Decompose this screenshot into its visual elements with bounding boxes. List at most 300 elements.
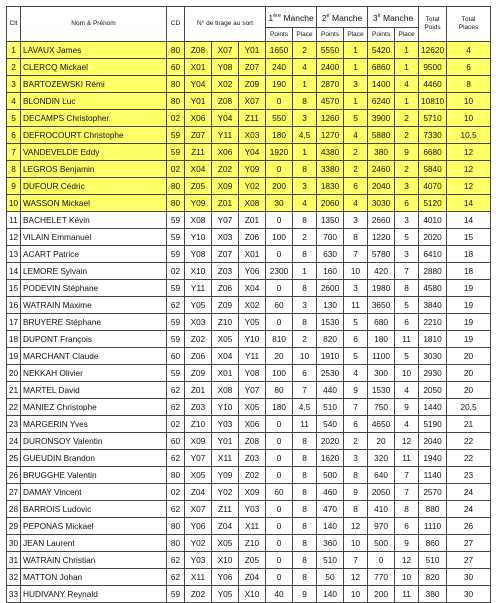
cell-draw-1: Y10 <box>185 229 212 246</box>
cell-rank: 15 <box>7 280 21 297</box>
cell-points-1: 180 <box>266 399 293 416</box>
cell-name: WATRAIN Christian <box>21 552 167 569</box>
table-row <box>7 110 491 127</box>
cell-place-1: 4 <box>293 195 317 212</box>
cell-draw-3: Z09 <box>239 76 266 93</box>
table-row <box>7 518 491 535</box>
cell-place-1: 8 <box>293 552 317 569</box>
cell-total-places: 12 <box>447 178 491 195</box>
cell-place-1: 8 <box>293 246 317 263</box>
table-row <box>7 586 491 603</box>
cell-draw-3: Z03 <box>239 450 266 467</box>
cell-points-2: 1620 <box>317 450 344 467</box>
cell-cd: 60 <box>167 59 185 76</box>
cell-place-3: 8 <box>395 501 419 518</box>
cell-total-points: 4460 <box>419 76 447 93</box>
cell-rank: 14 <box>7 263 21 280</box>
cell-draw-3: Z07 <box>239 59 266 76</box>
cell-points-3: 1530 <box>368 382 395 399</box>
cell-points-2: 540 <box>317 416 344 433</box>
cell-draw-3: X01 <box>239 246 266 263</box>
table-row <box>7 467 491 484</box>
cell-draw-2: X05 <box>212 331 239 348</box>
cell-points-2: 4380 <box>317 144 344 161</box>
cell-cd: 02 <box>167 110 185 127</box>
cell-total-places: 10 <box>447 110 491 127</box>
cell-name: MANIEZ Christophe <box>21 399 167 416</box>
cell-name: MARTEL David <box>21 382 167 399</box>
cell-points-1: 200 <box>266 178 293 195</box>
cell-name: JEAN Laurent <box>21 535 167 552</box>
cell-cd: 59 <box>167 229 185 246</box>
table-row <box>7 399 491 416</box>
cell-place-1: 3 <box>293 297 317 314</box>
cell-place-3: 10 <box>395 365 419 382</box>
cell-total-points: 820 <box>419 569 447 586</box>
cell-draw-1: Z11 <box>185 144 212 161</box>
cell-cd: 02 <box>167 263 185 280</box>
cell-total-points: 2930 <box>419 365 447 382</box>
cell-cd: 80 <box>167 178 185 195</box>
table-row <box>7 331 491 348</box>
cell-total-places: 19 <box>447 314 491 331</box>
table-row <box>7 263 491 280</box>
cell-name: PEPONAS Mickael <box>21 518 167 535</box>
cell-place-1: 1 <box>293 263 317 280</box>
cell-cd: 80 <box>167 195 185 212</box>
cell-draw-1: Z07 <box>185 127 212 144</box>
cell-cd: 80 <box>167 518 185 535</box>
cell-place-2: 3 <box>344 212 368 229</box>
cell-cd: 59 <box>167 127 185 144</box>
cell-total-places: 27 <box>447 535 491 552</box>
cell-draw-2: X11 <box>212 450 239 467</box>
header-place-2: Place <box>344 28 368 42</box>
cell-name: BLONDIN Luc <box>21 93 167 110</box>
cell-rank: 7 <box>7 144 21 161</box>
cell-place-3: 2 <box>395 127 419 144</box>
cell-place-3: 2 <box>395 110 419 127</box>
cell-points-1: 0 <box>266 467 293 484</box>
cell-total-places: 26 <box>447 518 491 535</box>
table-header <box>7 7 491 42</box>
cell-name: BARROIS Ludovic <box>21 501 167 518</box>
cell-draw-1: Y09 <box>185 195 212 212</box>
cell-rank: 23 <box>7 416 21 433</box>
cell-place-3: 7 <box>395 263 419 280</box>
cell-draw-3: Z04 <box>239 569 266 586</box>
cell-draw-3: Y02 <box>239 178 266 195</box>
cell-name: BRUGGHE Valentin <box>21 467 167 484</box>
cell-name: ACART Patrice <box>21 246 167 263</box>
cell-place-3: 1 <box>395 93 419 110</box>
cell-cd: 59 <box>167 280 185 297</box>
cell-draw-2: Z08 <box>212 93 239 110</box>
cell-points-2: 460 <box>317 484 344 501</box>
table-row <box>7 178 491 195</box>
cell-draw-2: X01 <box>212 365 239 382</box>
cell-total-points: 4580 <box>419 280 447 297</box>
cell-place-1: 2 <box>293 331 317 348</box>
cell-place-2: 2 <box>344 144 368 161</box>
cell-place-1: 8 <box>293 450 317 467</box>
cell-draw-1: X05 <box>185 467 212 484</box>
cell-points-1: 190 <box>266 76 293 93</box>
cell-cd: 59 <box>167 586 185 603</box>
cell-total-points: 6410 <box>419 246 447 263</box>
cell-name: DAMAY Vincent <box>21 484 167 501</box>
cell-cd: 59 <box>167 212 185 229</box>
cell-cd: 60 <box>167 348 185 365</box>
cell-total-places: 6 <box>447 59 491 76</box>
cell-place-1: 8 <box>293 161 317 178</box>
cell-total-points: 2880 <box>419 263 447 280</box>
cell-points-3: 2050 <box>368 484 395 501</box>
header-cd: CD <box>167 7 185 42</box>
cell-points-2: 700 <box>317 229 344 246</box>
cell-points-2: 140 <box>317 586 344 603</box>
cell-points-1: 0 <box>266 518 293 535</box>
cell-place-1: 10 <box>293 348 317 365</box>
table-row <box>7 484 491 501</box>
cell-points-3: 4650 <box>368 416 395 433</box>
cell-place-1: 11 <box>293 416 317 433</box>
cell-place-1: 8 <box>293 501 317 518</box>
cell-draw-3: Y11 <box>239 348 266 365</box>
cell-name: VANDEVELDE Eddy <box>21 144 167 161</box>
cell-points-2: 1830 <box>317 178 344 195</box>
header-points-2: Points <box>317 28 344 42</box>
cell-cd: 62 <box>167 382 185 399</box>
table-row <box>7 450 491 467</box>
table-row <box>7 59 491 76</box>
cell-place-2: 9 <box>344 484 368 501</box>
table-row <box>7 76 491 93</box>
cell-place-2: 10 <box>344 535 368 552</box>
cell-points-3: 6860 <box>368 59 395 76</box>
cell-points-3: 1400 <box>368 76 395 93</box>
cell-points-1: 60 <box>266 297 293 314</box>
cell-name: BARTOZEWSKI Rémi <box>21 76 167 93</box>
cell-total-places: 22 <box>447 450 491 467</box>
cell-draw-1: Z08 <box>185 42 212 59</box>
cell-place-3: 7 <box>395 484 419 501</box>
cell-total-places: 8 <box>447 76 491 93</box>
cell-place-2: 1 <box>344 42 368 59</box>
cell-place-2: 12 <box>344 518 368 535</box>
cell-points-3: 2040 <box>368 178 395 195</box>
cell-name: NEKKAH Olivier <box>21 365 167 382</box>
cell-draw-1: X10 <box>185 263 212 280</box>
cell-place-1: 8 <box>293 314 317 331</box>
cell-place-1: 1 <box>293 144 317 161</box>
cell-cd: 02 <box>167 416 185 433</box>
cell-place-3: 9 <box>395 535 419 552</box>
cell-rank: 26 <box>7 467 21 484</box>
cell-draw-2: X10 <box>212 552 239 569</box>
cell-points-2: 140 <box>317 518 344 535</box>
cell-draw-2: X04 <box>212 348 239 365</box>
cell-rank: 19 <box>7 348 21 365</box>
cell-place-1: 2 <box>293 229 317 246</box>
table-row <box>7 280 491 297</box>
cell-total-places: 27 <box>447 552 491 569</box>
cell-draw-2: Y11 <box>212 127 239 144</box>
cell-name: PODEVIN Stéphane <box>21 280 167 297</box>
cell-place-2: 5 <box>344 110 368 127</box>
header-manche-2: $2^è$ Manche <box>317 7 368 28</box>
cell-place-2: 3 <box>344 76 368 93</box>
cell-draw-2: Z06 <box>212 280 239 297</box>
cell-total-points: 4010 <box>419 212 447 229</box>
cell-place-3: 3 <box>395 178 419 195</box>
cell-draw-3: X06 <box>239 416 266 433</box>
cell-rank: 22 <box>7 399 21 416</box>
cell-points-2: 2870 <box>317 76 344 93</box>
cell-draw-2: Z07 <box>212 246 239 263</box>
cell-cd: 62 <box>167 552 185 569</box>
header-manche-3: $3^è$ Manche <box>368 7 419 28</box>
cell-draw-1: Y07 <box>185 450 212 467</box>
cell-total-points: 5840 <box>419 161 447 178</box>
cell-points-1: 60 <box>266 484 293 501</box>
cell-cd: 80 <box>167 42 185 59</box>
cell-draw-1: X03 <box>185 314 212 331</box>
cell-rank: 32 <box>7 569 21 586</box>
cell-draw-2: X03 <box>212 229 239 246</box>
cell-cd: 62 <box>167 569 185 586</box>
cell-draw-1: Y05 <box>185 297 212 314</box>
header-name: Nom & Prénom <box>21 7 167 42</box>
cell-rank: 2 <box>7 59 21 76</box>
cell-place-1: 8 <box>293 433 317 450</box>
cell-cd: 80 <box>167 76 185 93</box>
cell-name: WASSON Mickael <box>21 195 167 212</box>
cell-draw-3: Z02 <box>239 467 266 484</box>
cell-total-places: 4 <box>447 42 491 59</box>
results-table <box>6 6 491 603</box>
cell-draw-2: Z01 <box>212 195 239 212</box>
cell-total-points: 1940 <box>419 450 447 467</box>
cell-draw-2: Y09 <box>212 467 239 484</box>
cell-draw-2: Z10 <box>212 314 239 331</box>
cell-place-3: 9 <box>395 144 419 161</box>
cell-draw-2: Y01 <box>212 433 239 450</box>
cell-rank: 25 <box>7 450 21 467</box>
cell-place-2: 9 <box>344 382 368 399</box>
cell-rank: 33 <box>7 586 21 603</box>
cell-name: LAVAUX James <box>21 42 167 59</box>
cell-cd: 59 <box>167 246 185 263</box>
cell-total-points: 1140 <box>419 467 447 484</box>
cell-points-3: 3030 <box>368 195 395 212</box>
table-row <box>7 93 491 110</box>
cell-cd: 80 <box>167 467 185 484</box>
table-row <box>7 314 491 331</box>
cell-total-points: 5190 <box>419 416 447 433</box>
cell-draw-1: Z06 <box>185 348 212 365</box>
cell-place-1: 3 <box>293 178 317 195</box>
cell-name: LEMORE Sylvain <box>21 263 167 280</box>
cell-points-1: 0 <box>266 569 293 586</box>
cell-name: MARGERIN Yves <box>21 416 167 433</box>
cell-place-3: 6 <box>395 518 419 535</box>
cell-total-places: 18 <box>447 246 491 263</box>
cell-points-3: 1980 <box>368 280 395 297</box>
header-draw: N° de tirage au sort <box>185 7 266 42</box>
cell-total-places: 24 <box>447 484 491 501</box>
table-row <box>7 246 491 263</box>
cell-points-1: 1650 <box>266 42 293 59</box>
cell-points-2: 50 <box>317 569 344 586</box>
cell-points-1: 30 <box>266 195 293 212</box>
cell-rank: 21 <box>7 382 21 399</box>
cell-rank: 1 <box>7 42 21 59</box>
cell-rank: 20 <box>7 365 21 382</box>
cell-cd: 59 <box>167 144 185 161</box>
cell-points-1: 0 <box>266 416 293 433</box>
header-points-1: Points <box>266 28 293 42</box>
cell-rank: 10 <box>7 195 21 212</box>
cell-points-2: 1350 <box>317 212 344 229</box>
cell-points-3: 420 <box>368 263 395 280</box>
table-row <box>7 161 491 178</box>
cell-points-2: 500 <box>317 467 344 484</box>
cell-points-2: 2060 <box>317 195 344 212</box>
cell-place-3: 11 <box>395 450 419 467</box>
cell-total-places: 14 <box>447 195 491 212</box>
cell-points-2: 3380 <box>317 161 344 178</box>
cell-cd: 02 <box>167 161 185 178</box>
cell-points-1: 100 <box>266 229 293 246</box>
cell-place-2: 8 <box>344 467 368 484</box>
cell-total-places: 10,5 <box>447 127 491 144</box>
cell-draw-3: X03 <box>239 127 266 144</box>
table-row <box>7 501 491 518</box>
cell-points-1: 550 <box>266 110 293 127</box>
cell-points-3: 750 <box>368 399 395 416</box>
cell-draw-3: Z11 <box>239 110 266 127</box>
cell-points-3: 770 <box>368 569 395 586</box>
cell-place-2: 10 <box>344 586 368 603</box>
cell-points-2: 160 <box>317 263 344 280</box>
table-row <box>7 416 491 433</box>
cell-draw-1: Z02 <box>185 331 212 348</box>
cell-draw-3: Z10 <box>239 535 266 552</box>
cell-total-points: 7330 <box>419 127 447 144</box>
cell-draw-2: X07 <box>212 42 239 59</box>
cell-rank: 8 <box>7 161 21 178</box>
cell-place-2: 6 <box>344 331 368 348</box>
cell-draw-2: X02 <box>212 76 239 93</box>
cell-draw-2: Z04 <box>212 518 239 535</box>
cell-draw-2: Y08 <box>212 59 239 76</box>
cell-place-3: 4 <box>395 416 419 433</box>
cell-place-1: 3 <box>293 110 317 127</box>
cell-points-2: 510 <box>317 552 344 569</box>
cell-place-3: 9 <box>395 399 419 416</box>
cell-place-1: 8 <box>293 535 317 552</box>
cell-place-2: 7 <box>344 552 368 569</box>
cell-place-3: 4 <box>395 382 419 399</box>
cell-place-2: 11 <box>344 297 368 314</box>
cell-total-places: 12 <box>447 144 491 161</box>
cell-place-1: 2 <box>293 42 317 59</box>
cell-draw-2: Y06 <box>212 569 239 586</box>
cell-place-2: 8 <box>344 501 368 518</box>
cell-total-places: 18 <box>447 263 491 280</box>
cell-draw-1: Z04 <box>185 484 212 501</box>
table-row <box>7 144 491 161</box>
cell-points-1: 810 <box>266 331 293 348</box>
header-points-3: Points <box>368 28 395 42</box>
cell-points-3: 3900 <box>368 110 395 127</box>
cell-points-1: 0 <box>266 246 293 263</box>
cell-draw-2: Z02 <box>212 161 239 178</box>
cell-draw-1: Z10 <box>185 416 212 433</box>
cell-place-1: 7 <box>293 382 317 399</box>
cell-place-3: 12 <box>395 433 419 450</box>
cell-place-1: 8 <box>293 518 317 535</box>
cell-cd: 59 <box>167 314 185 331</box>
cell-total-points: 1110 <box>419 518 447 535</box>
cell-draw-2: Y07 <box>212 212 239 229</box>
cell-draw-2: Y04 <box>212 110 239 127</box>
cell-cd: 59 <box>167 365 185 382</box>
header-manche-1: 1ère Manche <box>266 7 317 28</box>
cell-points-3: 1100 <box>368 348 395 365</box>
cell-draw-3: X05 <box>239 399 266 416</box>
cell-total-places: 20 <box>447 382 491 399</box>
cell-total-places: 15 <box>447 229 491 246</box>
cell-total-places: 19 <box>447 297 491 314</box>
cell-points-2: 4570 <box>317 93 344 110</box>
cell-draw-3: Z05 <box>239 552 266 569</box>
cell-draw-3: X11 <box>239 518 266 535</box>
cell-place-1: 8 <box>293 467 317 484</box>
cell-place-3: 6 <box>395 314 419 331</box>
cell-draw-1: X09 <box>185 433 212 450</box>
cell-points-2: 2400 <box>317 59 344 76</box>
cell-points-1: 1920 <box>266 144 293 161</box>
cell-points-1: 100 <box>266 365 293 382</box>
cell-place-3: 1 <box>395 59 419 76</box>
cell-draw-1: Y03 <box>185 552 212 569</box>
cell-draw-2: Y05 <box>212 586 239 603</box>
cell-draw-3: Y04 <box>239 144 266 161</box>
table-row <box>7 127 491 144</box>
cell-points-2: 2020 <box>317 433 344 450</box>
cell-draw-2: Y03 <box>212 416 239 433</box>
cell-draw-3: X04 <box>239 280 266 297</box>
cell-points-1: 0 <box>266 501 293 518</box>
cell-points-2: 820 <box>317 331 344 348</box>
cell-total-points: 860 <box>419 535 447 552</box>
cell-draw-1: Y11 <box>185 280 212 297</box>
cell-rank: 11 <box>7 212 21 229</box>
cell-draw-1: Z05 <box>185 178 212 195</box>
cell-rank: 4 <box>7 93 21 110</box>
cell-rank: 17 <box>7 314 21 331</box>
cell-name: BACHELET Kévin <box>21 212 167 229</box>
cell-place-2: 12 <box>344 569 368 586</box>
cell-place-2: 3 <box>344 450 368 467</box>
cell-cd: 60 <box>167 433 185 450</box>
cell-points-3: 200 <box>368 586 395 603</box>
cell-rank: 30 <box>7 535 21 552</box>
cell-place-2: 2 <box>344 161 368 178</box>
cell-points-3: 640 <box>368 467 395 484</box>
